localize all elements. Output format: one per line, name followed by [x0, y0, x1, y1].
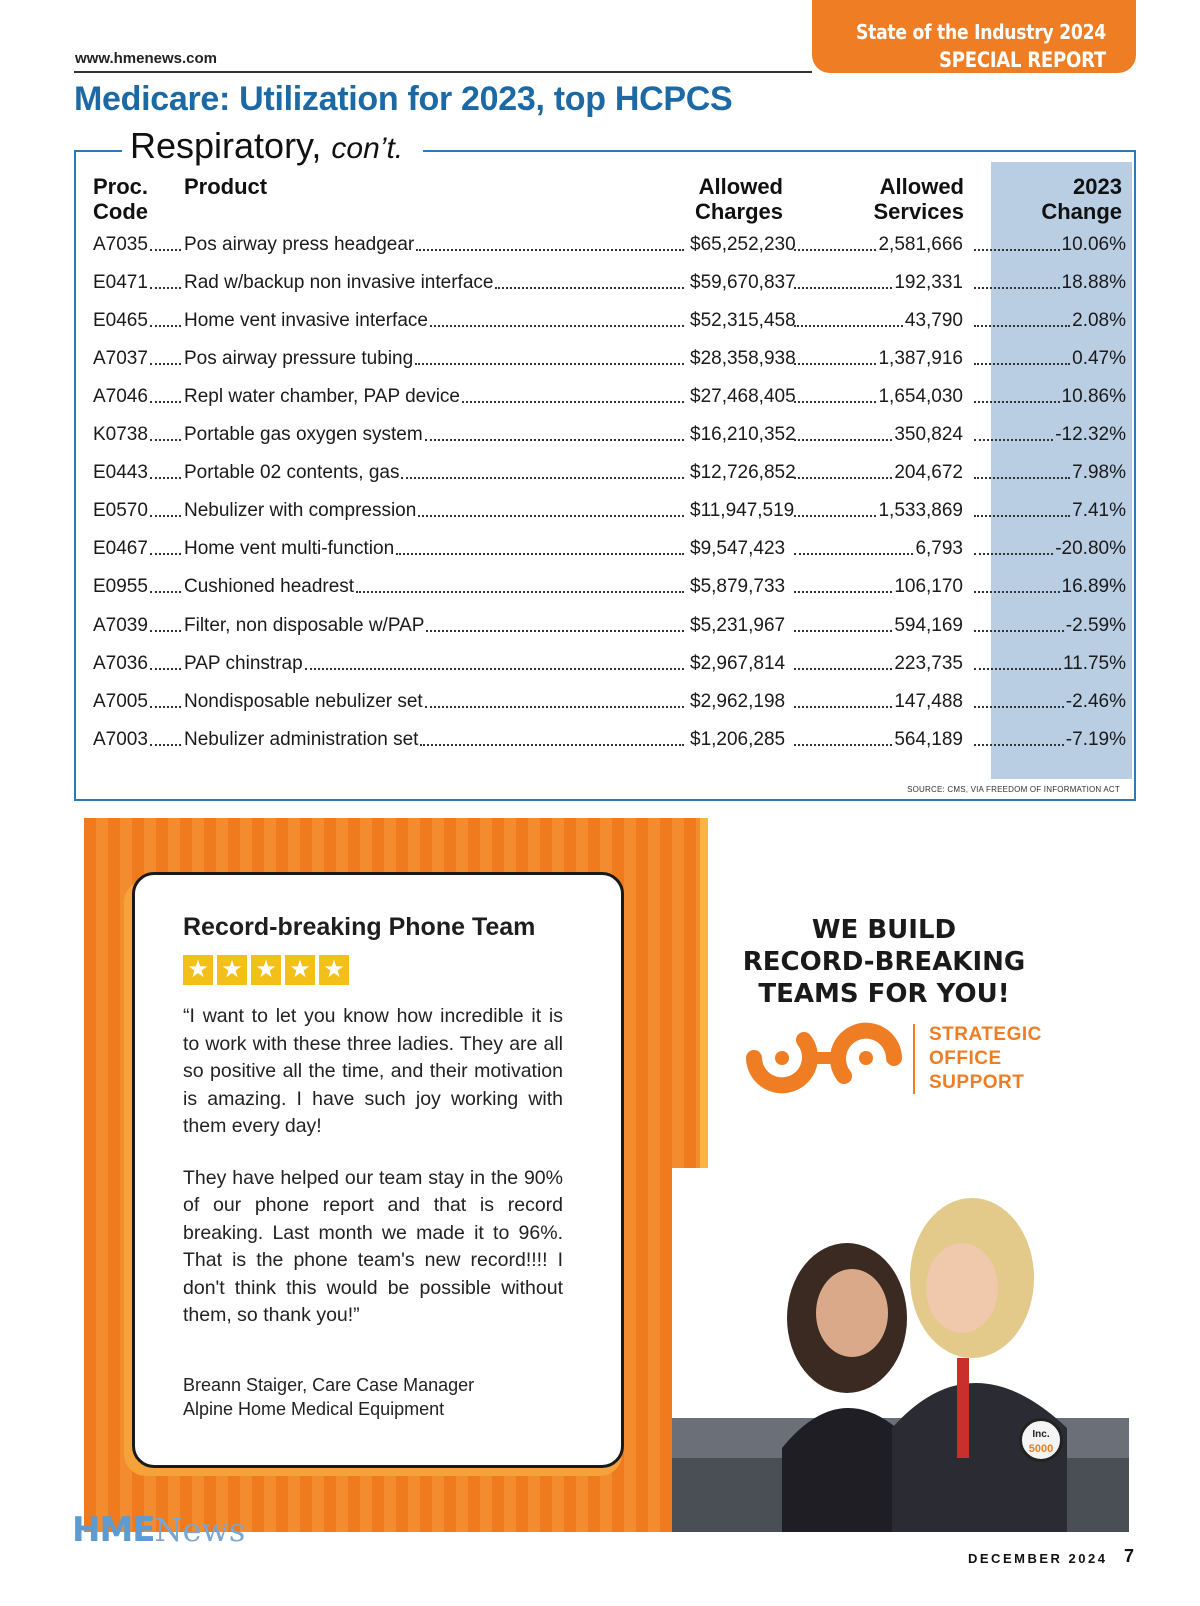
cell-change: 2.08% — [1072, 310, 1126, 332]
cell-change: -2.59% — [1065, 614, 1126, 636]
site-url[interactable]: www.hmenews.com — [75, 50, 217, 67]
cell-change: 0.47% — [1072, 348, 1126, 370]
cell-change: -12.32% — [1055, 424, 1126, 446]
cell-code: E0471 — [93, 272, 148, 294]
cell-services: 350,824 — [894, 424, 963, 446]
cell-services: 2,581,666 — [878, 234, 963, 255]
table-row — [76, 383, 1138, 411]
cell-charges: $16,210,352 — [690, 424, 796, 446]
column-header-services: Allowed Services — [873, 174, 964, 224]
cell-code: E0570 — [93, 500, 148, 522]
ad-headline: WE BUILD RECORD-BREAKING TEAMS FOR YOU! — [742, 915, 1026, 1009]
cell-services: 1,654,030 — [878, 386, 963, 408]
table-row — [76, 421, 1138, 449]
hme-news-logo[interactable]: HMENews — [72, 1510, 246, 1550]
cell-services: 43,790 — [904, 310, 963, 332]
page-number: 7 — [1124, 1546, 1135, 1566]
table-row — [76, 497, 1138, 525]
team-photo — [672, 1168, 1129, 1532]
cell-services: 1,387,916 — [878, 348, 963, 370]
cell-change: 10.86% — [1061, 386, 1126, 408]
star-icon: ★ — [319, 955, 349, 985]
source-note: SOURCE: CMS, VIA FREEDOM OF INFORMATION ACT — [907, 785, 1120, 794]
cell-services: 204,672 — [894, 462, 963, 484]
advertisement[interactable] — [84, 818, 1129, 1532]
header-rule — [74, 71, 812, 73]
star-icon: ★ — [251, 955, 281, 985]
cell-change: 18.88% — [1061, 272, 1126, 294]
cell-charges: $52,315,458 — [690, 310, 796, 332]
data-table — [74, 125, 1136, 801]
cell-product: Nebulizer with compression — [184, 500, 417, 522]
section-heading-main: Respiratory, — [130, 125, 322, 166]
report-tab-line2: SPECIAL REPORT — [939, 48, 1106, 72]
cell-product: Portable gas oxygen system — [184, 424, 423, 446]
page-title: Medicare: Utilization for 2023, top HCPCS — [74, 80, 733, 118]
signature-name: Breann Staiger, Care Case Manager — [183, 1375, 475, 1395]
cell-services: 1,533,869 — [878, 500, 963, 522]
cell-change: 11.75% — [1062, 652, 1126, 674]
table-row — [76, 345, 1138, 373]
cell-product: Portable 02 contents, gas — [184, 462, 400, 484]
cell-services: 6,793 — [915, 538, 963, 560]
table-row — [76, 726, 1138, 754]
cell-charges: $2,962,198 — [690, 690, 786, 712]
column-header-product: Product — [184, 174, 268, 199]
table-row — [76, 612, 1138, 640]
cell-code: A7005 — [93, 690, 148, 712]
cell-charges: $9,547,423 — [690, 538, 786, 560]
cell-code: E0467 — [93, 538, 148, 560]
report-tab-line1: State of the Industry 2024 — [855, 20, 1106, 44]
testimonial-card — [132, 872, 624, 1468]
cell-product: Home vent invasive interface — [184, 310, 428, 332]
cell-product: Pos airway pressure tubing — [184, 348, 414, 370]
logo-divider — [913, 1024, 915, 1094]
cell-product: Filter, non disposable w/PAP — [184, 614, 425, 636]
star-icon: ★ — [217, 955, 247, 985]
testimonial-quote — [183, 1003, 563, 1354]
cell-services: 223,735 — [894, 652, 963, 674]
star-icon: ★ — [285, 955, 315, 985]
inc-5000-badge-icon: Inc. 5000 — [1019, 1418, 1063, 1462]
special-report-tab — [812, 0, 1136, 73]
testimonial-signature — [183, 1373, 474, 1421]
cell-product: Nondisposable nebulizer set — [184, 690, 423, 712]
cell-code: K0738 — [93, 424, 148, 446]
cell-product: Nebulizer administration set — [184, 728, 419, 750]
cell-code: A7046 — [93, 386, 148, 408]
cell-code: A7003 — [93, 728, 148, 750]
cell-code: E0443 — [93, 462, 148, 484]
section-heading — [122, 124, 423, 171]
cell-product: Repl water chamber, PAP device — [184, 386, 460, 408]
cell-charges: $12,726,852 — [690, 462, 796, 484]
cell-change: 10.06% — [1061, 234, 1126, 255]
quote-paragraph-2: They have helped our team stay in the 90% of our phone report and that is record breaking. Last month we made it to 96%. That is the phone team's new record!!!! I don't think this would be possible without them, so thank you!” — [183, 1166, 563, 1326]
cell-change: -20.80% — [1055, 538, 1126, 560]
cell-code: A7039 — [93, 614, 148, 636]
cell-services: 192,331 — [894, 272, 963, 294]
star-icon: ★ — [183, 955, 213, 985]
signature-company: Alpine Home Medical Equipment — [183, 1399, 445, 1419]
cell-charges: $5,879,733 — [690, 576, 786, 598]
cell-charges: $5,231,967 — [690, 614, 786, 636]
cell-code: E0955 — [93, 576, 148, 598]
table-row — [76, 307, 1138, 335]
column-header-change: 2023 Change — [1041, 174, 1122, 224]
cell-code: A7036 — [93, 652, 148, 674]
cell-product: Pos airway press headgear — [184, 234, 415, 255]
column-header-code: Proc. Code — [93, 174, 149, 224]
footer-date: DECEMBER 2024 — [968, 1551, 1108, 1566]
cell-services: 147,488 — [894, 690, 963, 712]
section-heading-suffix: con’t. — [331, 132, 404, 165]
cell-services: 564,189 — [894, 728, 963, 750]
star-rating — [183, 955, 349, 985]
cell-change: 7.98% — [1072, 462, 1126, 484]
table-row — [76, 650, 1138, 678]
table-row — [76, 459, 1138, 487]
table-row — [76, 573, 1138, 601]
cell-services: 594,169 — [894, 614, 963, 636]
cell-charges: $1,206,285 — [690, 728, 786, 750]
cell-charges: $59,670,837 — [690, 272, 796, 294]
cell-charges: $2,967,814 — [690, 652, 786, 674]
table-row — [76, 231, 1138, 259]
cell-product: PAP chinstrap — [184, 652, 303, 674]
cell-change: 16.89% — [1061, 576, 1126, 598]
cell-change: -7.19% — [1065, 728, 1126, 750]
cell-services: 106,170 — [894, 576, 963, 598]
cell-code: A7035 — [93, 234, 148, 255]
table-row — [76, 688, 1138, 716]
cell-code: E0465 — [93, 310, 148, 332]
cell-charges: $28,358,938 — [690, 348, 796, 370]
column-header-charges: Allowed Charges — [694, 174, 783, 224]
cell-charges: $27,468,405 — [690, 386, 796, 408]
cell-change: -2.46% — [1065, 690, 1126, 712]
cell-charges: $65,252,230 — [690, 234, 796, 255]
quote-paragraph-1: “I want to let you know how incredible it is to work with these three ladies. They are all so positive all the time, and their motivation is amazing. I have such joy working with them every day! — [183, 1005, 563, 1137]
logo-wordmark: STRATEGIC OFFICE SUPPORT — [929, 1024, 1042, 1093]
table-row — [76, 535, 1138, 563]
cell-product: Rad w/backup non invasive interface — [184, 272, 494, 294]
table-row — [76, 269, 1138, 297]
cell-change: 7.41% — [1072, 500, 1126, 522]
cell-product: Cushioned headrest — [184, 576, 355, 598]
cell-charges: $11,947,519 — [690, 500, 795, 522]
cell-code: A7037 — [93, 348, 148, 370]
cell-product: Home vent multi-function — [184, 538, 395, 560]
card-title: Record-breaking Phone Team — [183, 913, 536, 941]
